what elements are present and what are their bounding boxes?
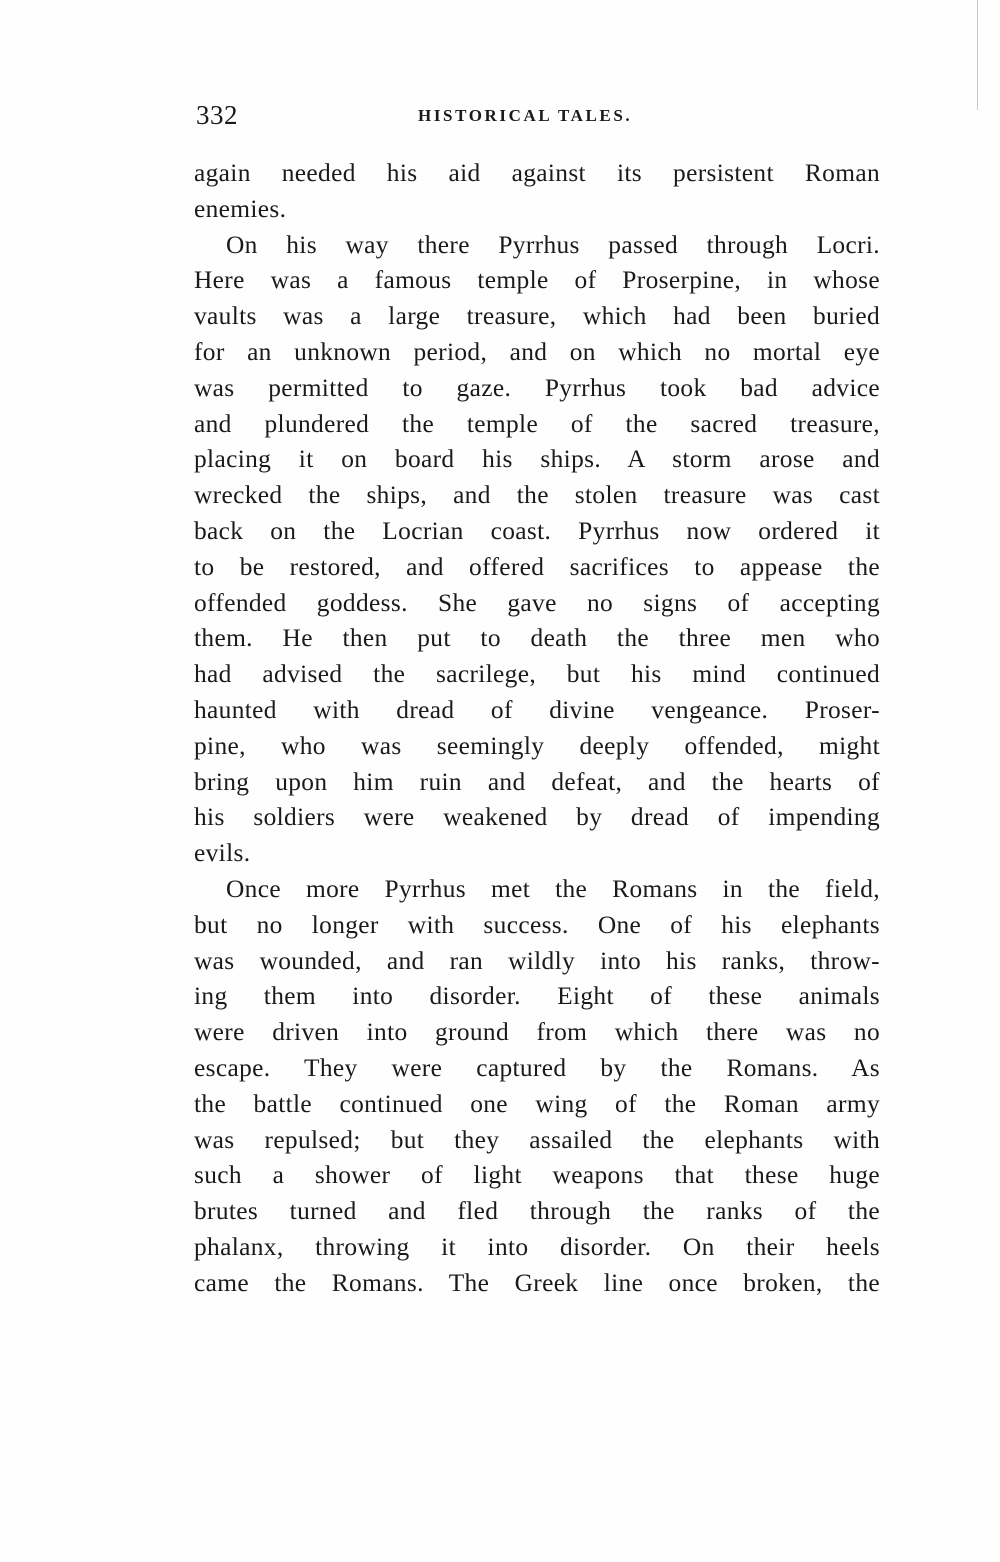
- text-line: haunted with dread of divine vengeance. Proser-: [194, 695, 880, 724]
- running-head: [196, 100, 880, 136]
- text-line: placing it on board his ships. A storm arose and: [194, 445, 880, 474]
- text-line: Once more Pyrrhus met the Romans in the field,: [226, 874, 880, 903]
- text-line: offended goddess. She gave no signs of accepting: [194, 588, 880, 617]
- scan-margin-mark: [977, 0, 978, 110]
- text-line: Here was a famous temple of Proserpine, in whose: [194, 266, 880, 295]
- text-line: for an unknown period, and on which no mortal eye: [194, 337, 880, 366]
- text-line: ing them into disorder. Eight of these animals: [194, 982, 880, 1011]
- text-line: evils.: [194, 839, 251, 868]
- text-line: was repulsed; but they assailed the elephants with: [194, 1125, 880, 1154]
- text-line: On his way there Pyrrhus passed through Locri.: [226, 230, 880, 259]
- running-title: HISTORICAL TALES.: [418, 106, 633, 125]
- text-line: back on the Locrian coast. Pyrrhus now ordered it: [194, 516, 880, 545]
- text-line: enemies.: [194, 194, 287, 223]
- text-line: to be restored, and offered sacrifices to appease the: [194, 552, 880, 581]
- text-line: them. He then put to death the three men who: [194, 624, 880, 653]
- text-line: brutes turned and fled through the ranks of the: [194, 1197, 880, 1226]
- body-text: [194, 156, 880, 1302]
- page-number: 332: [196, 100, 238, 130]
- text-line: bring upon him ruin and defeat, and the hearts of: [194, 767, 880, 796]
- text-line: came the Romans. The Greek line once broken, the: [194, 1268, 880, 1297]
- text-line: again needed his aid against its persistent Roman: [194, 159, 880, 187]
- text-line: and plundered the temple of the sacred treasure,: [194, 409, 880, 438]
- text-line: was wounded, and ran wildly into his ranks, throw-: [194, 946, 880, 975]
- text-line: the battle continued one wing of the Roman army: [194, 1089, 880, 1118]
- text-line: were driven into ground from which there was no: [194, 1018, 880, 1047]
- text-line: wrecked the ships, and the stolen treasure was cast: [194, 481, 880, 510]
- text-line: pine, who was seemingly deeply offended, might: [194, 731, 880, 760]
- text-line: was permitted to gaze. Pyrrhus took bad advice: [194, 373, 880, 402]
- text-line: escape. They were captured by the Romans. As: [194, 1053, 880, 1082]
- text-line: vaults was a large treasure, which had been buried: [194, 302, 880, 331]
- text-line: such a shower of light weapons that these huge: [194, 1161, 880, 1190]
- text-line: phalanx, throwing it into disorder. On their heels: [194, 1232, 880, 1261]
- text-line: his soldiers were weakened by dread of impending: [194, 803, 880, 832]
- text-line: had advised the sacrilege, but his mind continued: [194, 660, 880, 689]
- text-line: but no longer with success. One of his elephants: [194, 910, 880, 939]
